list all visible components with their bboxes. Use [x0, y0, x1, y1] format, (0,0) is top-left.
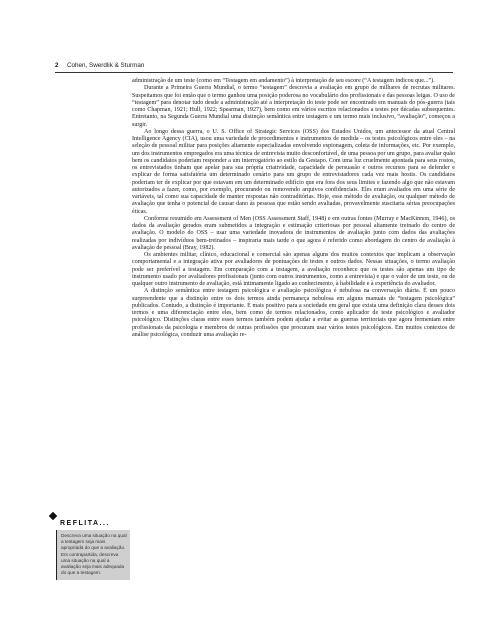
sidebar-box — [56, 530, 130, 580]
page-number: 2 — [55, 62, 59, 69]
paragraph: Durante a Primeira Guerra Mundial, o termo “testagem” descrevia a avaliação em grupo de milhares de recrutas militares. Suspeitamos que foi então que o termo ganhou uma posição poderosa no vocabulário dos profissionais e das pessoas leigas. O uso de “testagem” para denotar tudo desde a administração até a interpretação do teste pode ser encontrado em manuais do pós-guerra (tais como Chapman, 1921; Hull, 1922; Spearman, 1927), bem como em vários escritos relacionados a testes por décadas subsequentes. Entretanto, na Segunda Guerra Mundial uma distinção semântica entre testagem e um termo mais inclusivo, “avaliação”, começou a surgir. — [132, 85, 455, 128]
paragraph: Ao longo dessa guerra, o U. S. Office of Strategic Services (OSS) dos Estados Unidos, um antecessor da atual Central Intelligence Agency (CIA), usou uma variedade de procedimentos e instrumentos de medida – os testes psicológicos entre eles – na seleção de pessoal militar para posições altamente especializadas envolvendo espionagem, coleta de informações, etc. Por exemplo, um dos instrumentos empregados era uma técnica de entrevista muito desconfortável, de uma pessoa por um grupo, para avaliar quão bem os candidatos poderiam responder a um interrogatório ao estilo da Gestapo. Com uma luz cruelmente apontada para seus rostos, os entrevistados tinham que apelar para sua própria criatividade, capacidade de persuasão e outros recursos para se defender e explicar de forma satisfatória um determinado cenário para um grupo de entrevistadores cada vez mais hostis. Os candidatos poderiam ter de explicar por que estavam em um determinado edifício que era fora dos seus limites e fazendo algo que não estavam autorizados a fazer, como, por exemplo, procurando ou removendo arquivos confidenciais. Eles eram avaliados em uma série de variáveis, tal como sua capacidade de manter respostas não contraditórias. Hoje, esse método de avaliação, ou qualquer método de avaliação que tenha o potencial de causar dano às pessoas que estão sendo avaliadas, provavelmente suscitaria sérias preocupações éticas. — [132, 128, 455, 215]
main-text — [132, 78, 455, 339]
running-header — [55, 61, 453, 73]
paragraph: Os ambientes militar, clínico, educacional e comercial são apenas alguns dos muitos contextos que implicam a observação comportamental e a integração ativa por avaliadores de pontuações de testes e outros dados. Nessas situações, o termo avaliação pode ser preferível a testagem. Em comparação com a testagem, a avaliação reconhece que os testes são apenas um tipo de instrumento usado por avaliadores profissionais (junto com outros instrumentos, como a entrevista) e que o valor de um teste, ou de qualquer outro instrumento de avaliação, está intimamente ligado ao conhecimento, à habilidade e à experiência do avaliador. — [132, 252, 455, 287]
running-header-authors: Cohen, Swerdlik & Sturman — [67, 62, 145, 69]
paragraph: Conforme resumido em Assessment of Men (OSS Assessment Staff, 1948) e em outras fontes (Murray e MacKinnon, 1946), os dados da avaliação gerados eram submetidos a integração e estimação criteriosas por pessoal altamente treinado do centro de avaliação. O modelo do OSS – usar uma variedade inovadora de instrumentos de avaliação junto com dados das avaliações realizadas por indivíduos bem-treinados – inspiraria mais tarde o que agora é referido como abordagem do centro de avaliação à avaliação de pessoal (Bray, 1982). — [132, 215, 455, 251]
paragraph: administração de um teste (como em “Testagem em andamento”) à interpretação de seu escore (“A testagem indicou que...”). — [132, 78, 435, 84]
diamond-icon — [49, 512, 57, 520]
paragraph: A distinção semântica entre testagem psicológica e avaliação psicológica é nebulosa na conversação diária. É um pouco surpreendente que a distinção entre os dois termos ainda permaneça nebulosa em alguns manuais de “testagem psicológica” publicados. Contudo, a distinção é importante. É mais positivo para a sociedade em geral que exista uma definição clara desses dois termos e uma diferenciação entre eles, bem como de termos relacionados, como aplicador de teste psicológico e avaliador psicológico. Distinções claras entre esses termos também podem ajudar a evitar as guerras territoriais que agora fermentam entre profissionais da psicologia e membros de outras profissões que procuram usar vários testes psicológicos. Em muitos contextos de análise psicológica, conduzir uma avaliação re- — [132, 288, 455, 338]
sidebar-text: Descreva uma situação na qual a testagem seja mais apropriada do que a avaliação. Em contrapartida, descreva uma situação na qual a avaliação seja mais adequada do que a testagem. — [61, 533, 127, 576]
sidebar-title: REFLITA... — [60, 520, 110, 527]
